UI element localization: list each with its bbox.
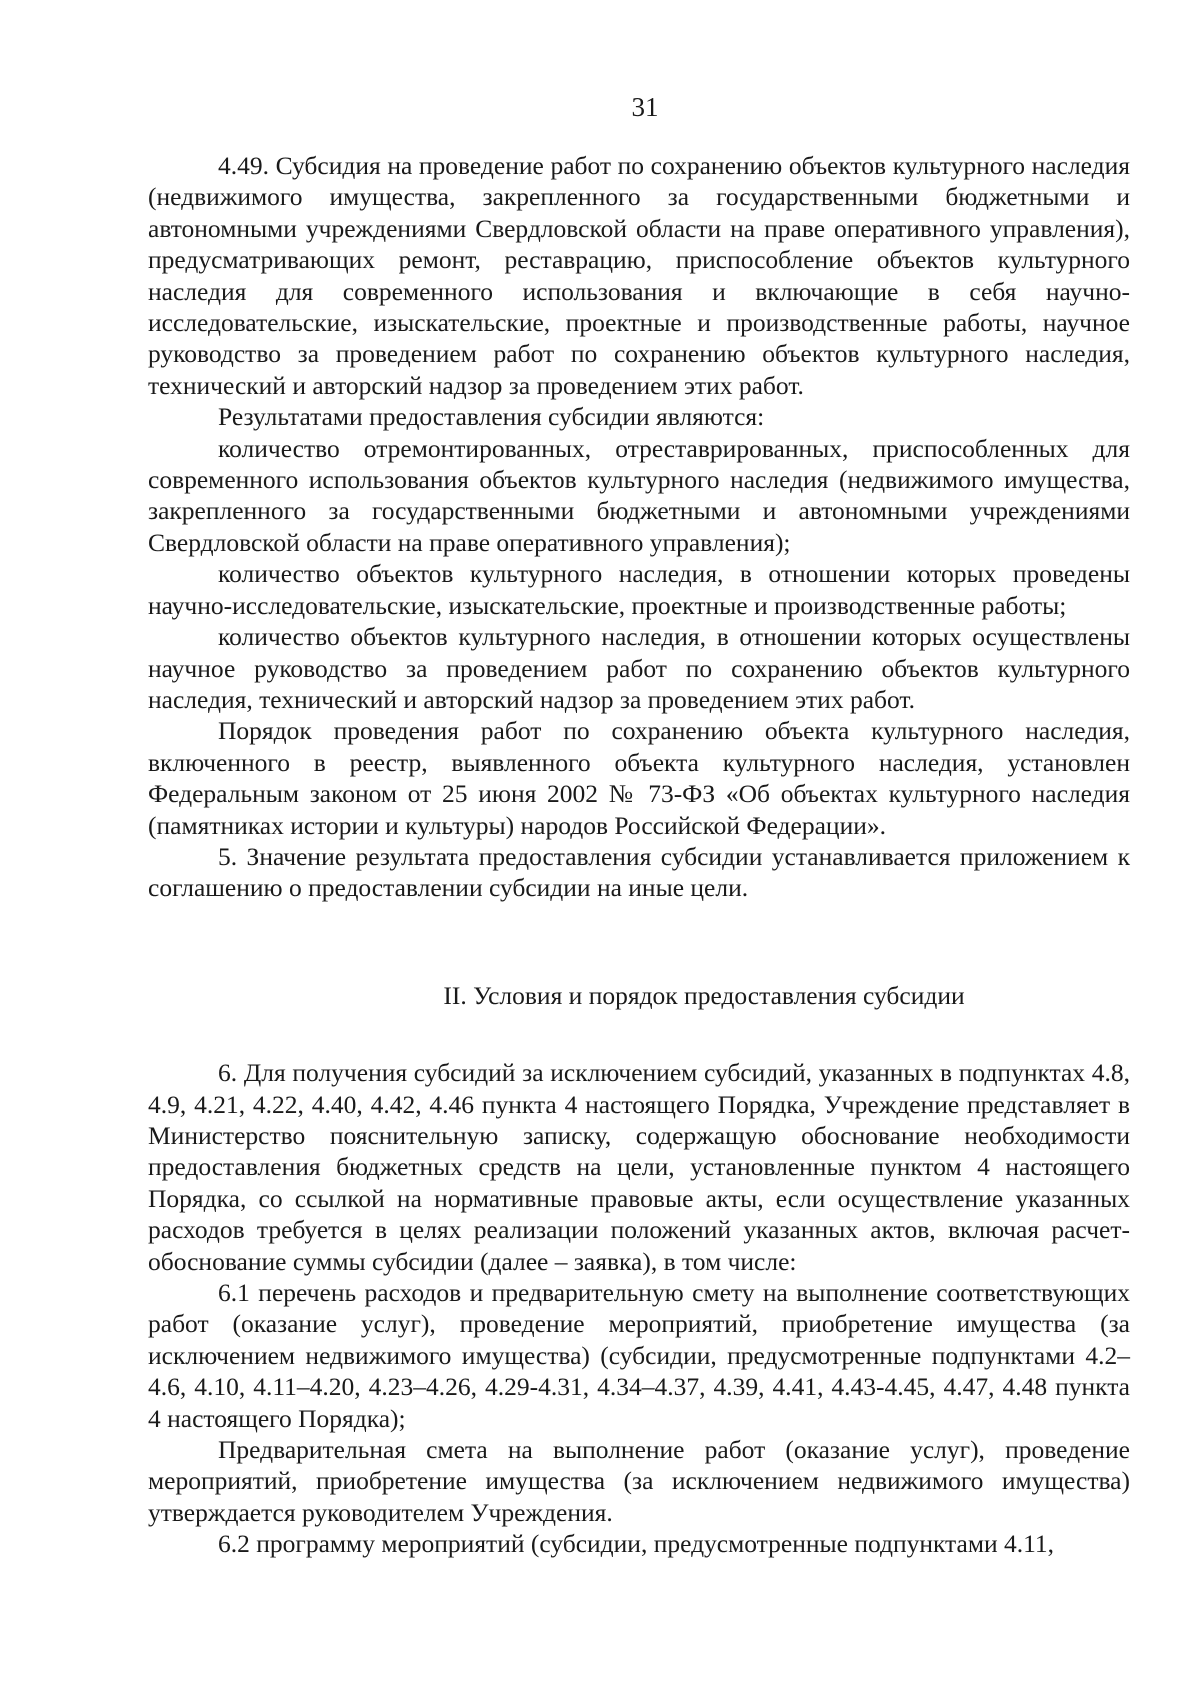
paragraph-6-2: 6.2 программу мероприятий (субсидии, предусмотренные подпунктами 4.11, [218, 1529, 1055, 1559]
paragraph-4-49: 4.49. Субсидия на проведение работ по сохранению объектов культурного наследия (недвижимого имущества, закрепленного за государственными бюджетными и автономными учреждениями Свердловской области на праве оперативного управления), предусматривающих ремонт, реставрацию, приспособление объектов культурного наследия для современного использования и включающие в себя научно-исследовательские, изыскательские, проектные и производственные работы, научное руководство за проведением работ по сохранению объектов культурного наследия, технический и авторский надзор за проведением этих работ. [148, 151, 1130, 400]
page-number: 31 [631, 92, 659, 122]
paragraph-procedure: Порядок проведения работ по сохранению объекта культурного наследия, включенного в реестр, выявленного объекта культурного наследия, установлен Федеральным законом от 25 июня 2002 № 73-ФЗ «Об объектах культурного наследия (памятниках истории и культуры) народов Российской Федерации». [148, 716, 1130, 840]
paragraph-result-1: количество отремонтированных, отреставрированных, приспособленных для современного использования объектов культурного наследия (недвижимого имущества, закрепленного за государственными бюджетными и автономными учреждениями Свердловской области на праве оперативного управления); [148, 433, 1130, 557]
paragraph-result-3: количество объектов культурного наследия, в отношении которых осуществлены научное руководство за проведением работ по сохранению объектов культурного наследия, технический и авторский надзор за проведением этих работ. [148, 622, 1130, 714]
section-title: II. Условия и порядок предоставления субсидии [443, 980, 965, 1010]
paragraph-6-1: 6.1 перечень расходов и предварительную смету на выполнение соответствующих работ (оказание услуг), проведение мероприятий, приобретение имущества (за исключением недвижимого имущества) (субсидии, предусмотренные подпунктами 4.2–4.6, 4.10, 4.11–4.20, 4.23–4.26, 4.29-4.31, 4.34–4.37, 4.39, 4.41, 4.43-4.45, 4.47, 4.48 пункта 4 настоящего Порядка); [148, 1278, 1130, 1433]
paragraph-preliminary-estimate: Предварительная смета на выполнение работ (оказание услуг), проведение мероприятий, приобретение имущества (за исключением недвижимого имущества) утверждается руководителем Учреждения. [148, 1435, 1130, 1527]
paragraph-5: 5. Значение результата предоставления субсидии устанавливается приложением к соглашению о предоставлении субсидии на иные цели. [148, 841, 1130, 903]
paragraph-6: 6. Для получения субсидий за исключением субсидий, указанных в подпунктах 4.8, 4.9, 4.21, 4.22, 4.40, 4.42, 4.46 пункта 4 настоящего Порядка, Учреждение представляет в Министерство пояснительную записку, содержащую обоснование необходимости предоставления бюджетных средств на цели, установленные пунктом 4 настоящего Порядка, со ссылкой на нормативные правовые акты, если осуществление указанных расходов требуется в целях реализации положений указанных актов, включая расчет-обоснование суммы субсидии (далее – заявка), в том числе: [148, 1058, 1130, 1276]
document-body [148, 150, 1130, 1560]
paragraph-result-2: количество объектов культурного наследия, в отношении которых проведены научно-исследовательские, изыскательские, проектные и производственные работы; [148, 559, 1130, 620]
paragraph-results-intro: Результатами предоставления субсидии являются: [218, 402, 765, 432]
